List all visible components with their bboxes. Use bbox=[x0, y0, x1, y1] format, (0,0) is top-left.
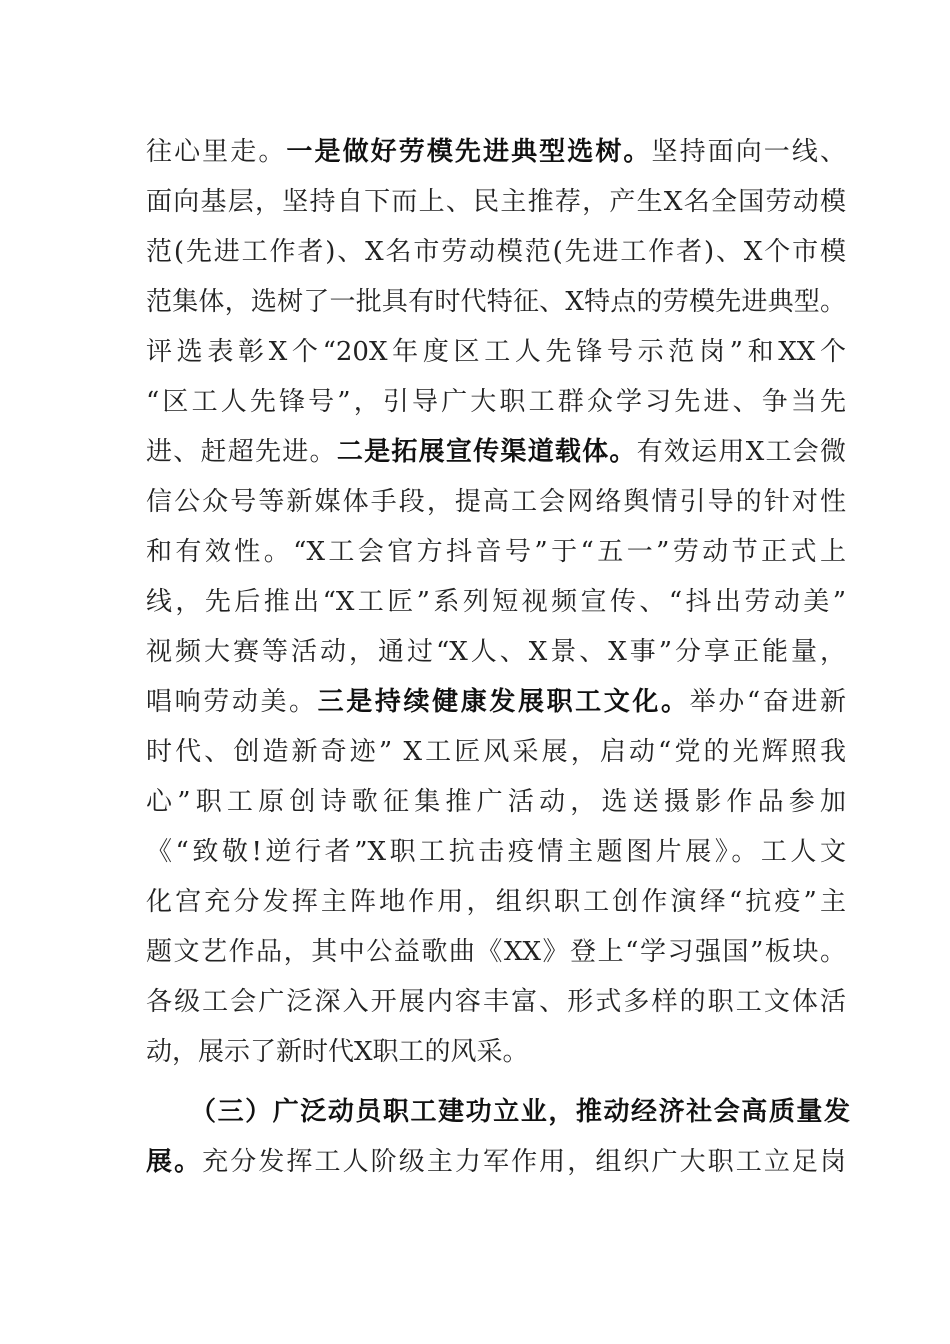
line-text: 各级工会广泛深入开展内容丰富、形式多样的职工文体活 bbox=[146, 987, 846, 1017]
text-line-17 bbox=[146, 934, 846, 970]
line-text: 范集体，选树了一批具有时代特征、X特点的劳模先进典型。 bbox=[146, 287, 846, 317]
line-text: 和有效性。“X工会官方抖音号”于“五一”劳动节正式上 bbox=[146, 537, 846, 567]
line-text: 范(先进工作者)、X名市劳动模范(先进工作者)、X个市模 bbox=[146, 237, 846, 267]
line-text: 题文艺作品，其中公益歌曲《XX》登上“学习强国”板块。 bbox=[146, 937, 846, 967]
text-line-1 bbox=[146, 134, 846, 170]
line-text: 往心里走。 bbox=[146, 137, 287, 167]
line-text: 唱响劳动美。 bbox=[146, 687, 318, 717]
text-line-6 bbox=[146, 384, 846, 420]
line-text: 心”职工原创诗歌征集推广活动，选送摄影作品参加 bbox=[146, 787, 846, 817]
line-text: 有效运用X工会微 bbox=[636, 437, 846, 467]
text-line-15 bbox=[146, 834, 846, 870]
line-text: 线，先后推出“X工匠”系列短视频宣传、“抖出劳动美” bbox=[146, 587, 846, 617]
text-line-18 bbox=[146, 984, 846, 1020]
text-line-5 bbox=[146, 334, 846, 370]
text-line-9 bbox=[146, 534, 846, 570]
line-text: 信公众号等新媒体手段，提高工会网络舆情引导的针对性 bbox=[146, 487, 846, 517]
text-line-19 bbox=[146, 1034, 846, 1070]
line-text: 进、赶超先进。 bbox=[146, 437, 337, 467]
text-line-4 bbox=[146, 284, 846, 320]
section-heading-end: 展。 bbox=[146, 1147, 203, 1177]
text-line-16 bbox=[146, 884, 846, 920]
line-text: 面向基层，坚持自下而上、民主推荐，产生X名全国劳动模 bbox=[146, 187, 846, 217]
text-line-3 bbox=[146, 234, 846, 270]
text-line-7 bbox=[146, 434, 846, 470]
text-line-14 bbox=[146, 784, 846, 820]
line-text: “区工人先锋号”，引导广大职工群众学习先进、争当先 bbox=[146, 387, 846, 417]
line-text: 动，展示了新时代X职工的风采。 bbox=[146, 1037, 529, 1067]
text-line-12 bbox=[146, 684, 846, 720]
text-line-8 bbox=[146, 484, 846, 520]
line-text: 充分发挥工人阶级主力军作用，组织广大职工立足岗 bbox=[202, 1147, 846, 1177]
line-text: 视频大赛等活动，通过“X人、X景、X事”分享正能量， bbox=[146, 637, 846, 667]
text-line-10 bbox=[146, 584, 846, 620]
bold-heading: 一是做好劳模先进典型选树。 bbox=[286, 137, 652, 167]
line-text: 时代、创造新奇迹” X工匠风采展，启动“党的光辉照我 bbox=[146, 737, 846, 767]
line-text: 评选表彰X个“20X年度区工人先锋号示范岗”和XX个 bbox=[146, 337, 846, 367]
text-line-13 bbox=[146, 734, 846, 770]
bold-heading: 三是持续健康发展职工文化。 bbox=[317, 687, 690, 717]
section-heading: （三）广泛动员职工建功立业，推动经济社会高质量发 bbox=[190, 1097, 850, 1127]
text-line-11 bbox=[146, 634, 846, 670]
line-text: 化宫充分发挥主阵地作用，组织职工创作演绎“抗疫”主 bbox=[146, 887, 846, 917]
line-text: 举办“奋进新 bbox=[689, 687, 846, 717]
section-heading-line bbox=[190, 1094, 850, 1130]
line-text: 坚持面向一线、 bbox=[651, 137, 846, 167]
line-text: 《“致敬!逆行者”X职工抗击疫情主题图片展》。工人文 bbox=[146, 837, 846, 867]
text-line-21 bbox=[146, 1144, 846, 1180]
text-line-2 bbox=[146, 184, 846, 220]
bold-heading: 二是拓展宣传渠道载体。 bbox=[336, 437, 637, 467]
